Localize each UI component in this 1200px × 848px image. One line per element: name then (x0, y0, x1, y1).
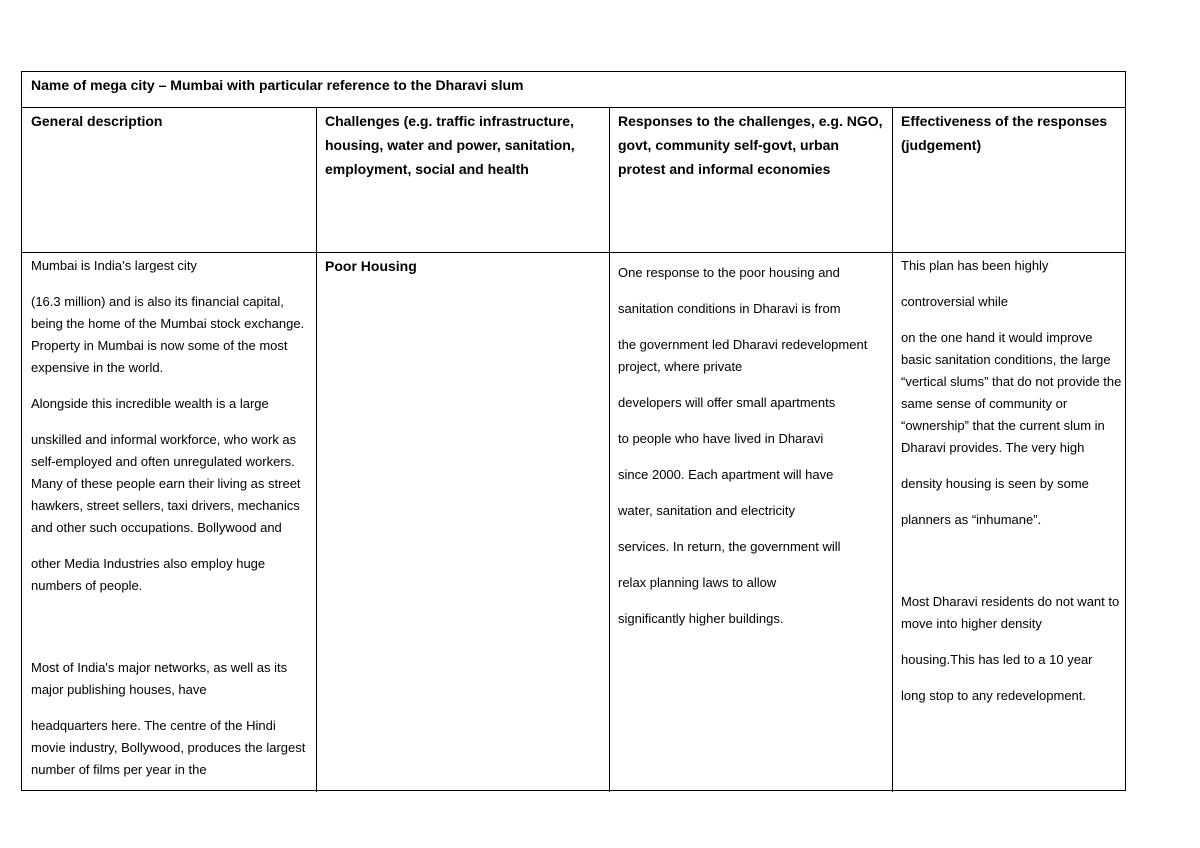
effectiveness-line: on the one hand it would improve basic sanitation conditions, the large “vertical slums” that do not provide the same sense of community or “ownership” that the current slum in Dharavi provides. The very high (901, 330, 1122, 455)
effectiveness-cell (901, 255, 1123, 707)
table-title-row (22, 72, 1125, 108)
responses-cell (618, 255, 890, 637)
description-paragraph: Mumbai is India’s largest city (31, 258, 197, 273)
header-general-description: General description (31, 113, 163, 129)
effectiveness-line: This plan has been highly (901, 258, 1049, 273)
response-line: relax planning laws to allow (618, 575, 777, 590)
description-paragraph: other Media Industries also employ huge numbers of people. (31, 556, 266, 593)
column-divider (316, 108, 317, 792)
general-description-cell (31, 255, 313, 781)
response-line: since 2000. Each apartment will have (618, 467, 834, 482)
challenge-heading: Poor Housing (325, 258, 417, 274)
response-line: water, sanitation and electricity (618, 503, 796, 518)
effectiveness-line: Most Dharavi residents do not want to move into higher density (901, 594, 1120, 631)
description-paragraph: Alongside this incredible wealth is a large (31, 396, 269, 411)
description-paragraph: unskilled and informal workforce, who work as self-employed and often unregulated workers. Many of these people earn their living as street hawkers, street sellers, taxi drivers, mechanics and other such occupations. Bollywood and (31, 432, 301, 535)
description-paragraph: headquarters here. The centre of the Hindi movie industry, Bollywood, produces the largest number of films per year in the (31, 718, 306, 777)
effectiveness-line: long stop to any redevelopment. (901, 688, 1087, 703)
response-line: significantly higher buildings. (618, 611, 784, 626)
table-title: Name of mega city – Mumbai with particular reference to the Dharavi slum (31, 77, 524, 93)
header-challenges: Challenges (e.g. traffic infrastructure, housing, water and power, sanitation, employment, social and health (325, 113, 575, 177)
response-line: One response to the poor housing and (618, 265, 840, 280)
response-line: the government led Dharavi redevelopment project, where private (618, 337, 868, 374)
effectiveness-line: controversial while (901, 294, 1008, 309)
column-divider (892, 108, 893, 792)
effectiveness-line: planners as “inhumane”. (901, 512, 1042, 527)
response-line: developers will offer small apartments (618, 395, 836, 410)
description-paragraph: (16.3 million) and is also its financial capital, being the home of the Mumbai stock exchange. Property in Mumbai is now some of the most expensive in the world. (31, 294, 305, 375)
column-divider (609, 108, 610, 792)
header-row-divider (22, 252, 1125, 253)
effectiveness-line: housing.This has led to a 10 year (901, 652, 1093, 667)
response-line: services. In return, the government will (618, 539, 841, 554)
response-line: to people who have lived in Dharavi (618, 431, 824, 446)
effectiveness-line: density housing is seen by some (901, 476, 1089, 491)
header-effectiveness: Effectiveness of the responses (judgement) (901, 113, 1108, 153)
response-line: sanitation conditions in Dharavi is from (618, 301, 841, 316)
description-paragraph: Most of India's major networks, as well as its major publishing houses, have (31, 660, 288, 697)
header-responses: Responses to the challenges, e.g. NGO, govt, community self-govt, urban protest and informal economies (618, 113, 883, 177)
mega-city-table (21, 71, 1126, 791)
